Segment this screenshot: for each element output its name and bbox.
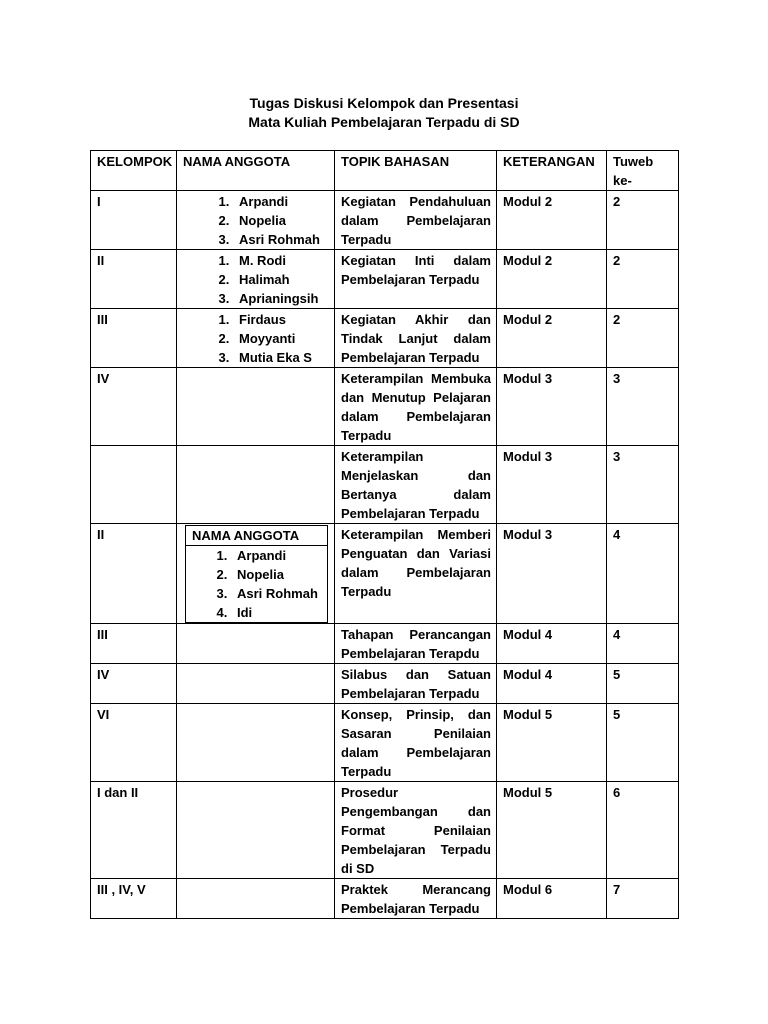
cell-kelompok: II <box>91 250 177 309</box>
cell-topik: Kegiatan Akhir dan Tindak Lanjut dalam Pembelajaran Terpadu <box>335 309 497 368</box>
cell-tuweb: 4 <box>607 624 679 664</box>
cell-kelompok: III <box>91 309 177 368</box>
cell-keterangan: Modul 5 <box>497 704 607 782</box>
cell-keterangan: Modul 3 <box>497 368 607 446</box>
member-item: 3. Asri Rohmah <box>233 230 329 249</box>
cell-nama-anggota <box>177 664 335 704</box>
table-row <box>91 879 679 919</box>
table-row <box>91 191 679 250</box>
member-item: 3. Mutia Eka S <box>233 348 329 367</box>
cell-tuweb: 3 <box>607 368 679 446</box>
cell-keterangan: Modul 3 <box>497 524 607 624</box>
cell-nama-anggota <box>177 704 335 782</box>
member-item: 2. Moyyanti <box>233 329 329 348</box>
cell-nama-anggota <box>177 368 335 446</box>
cell-nama-anggota <box>177 309 335 368</box>
cell-kelompok <box>91 446 177 524</box>
cell-nama-anggota <box>177 782 335 879</box>
member-list <box>186 546 327 622</box>
table-row <box>91 664 679 704</box>
cell-kelompok: III <box>91 624 177 664</box>
cell-tuweb: 6 <box>607 782 679 879</box>
cell-topik: Kegiatan Pendahuluan dalam Pembelajaran Terpadu <box>335 191 497 250</box>
cell-topik: Keterampilan Memberi Penguatan dan Variasi dalam Pembelajaran Terpadu <box>335 524 497 624</box>
cell-topik: Kegiatan Inti dalam Pembelajaran Terpadu <box>335 250 497 309</box>
table-row <box>91 782 679 879</box>
table-row <box>91 309 679 368</box>
member-item: 2. Nopelia <box>233 211 329 230</box>
cell-tuweb: 3 <box>607 446 679 524</box>
member-item: 1. Firdaus <box>233 310 329 329</box>
cell-nama-anggota <box>177 191 335 250</box>
cell-kelompok: III , IV, V <box>91 879 177 919</box>
cell-kelompok: II <box>91 524 177 624</box>
cell-kelompok: VI <box>91 704 177 782</box>
cell-nama-anggota <box>177 250 335 309</box>
cell-keterangan: Modul 2 <box>497 250 607 309</box>
cell-nama-anggota <box>177 879 335 919</box>
cell-kelompok: IV <box>91 368 177 446</box>
member-list <box>183 251 329 308</box>
cell-tuweb: 5 <box>607 704 679 782</box>
cell-nama-anggota <box>177 524 335 624</box>
member-list <box>183 310 329 367</box>
cell-topik: Konsep, Prinsip, dan Sasaran Penilaian dalam Pembelajaran Terpadu <box>335 704 497 782</box>
col-header-kelompok: KELOMPOK <box>91 151 177 191</box>
cell-nama-anggota <box>177 446 335 524</box>
member-item: 2. Nopelia <box>231 565 327 584</box>
table-row <box>91 704 679 782</box>
cell-tuweb: 2 <box>607 309 679 368</box>
member-list <box>183 192 329 249</box>
member-item: 1. M. Rodi <box>233 251 329 270</box>
cell-topik: Keterampilan Membuka dan Menutup Pelajaran dalam Pembelajaran Terpadu <box>335 368 497 446</box>
col-header-topik-bahasan: TOPIK BAHASAN <box>335 151 497 191</box>
cell-topik: Silabus dan Satuan Pembelajaran Terpadu <box>335 664 497 704</box>
cell-topik: Praktek Merancang Pembelajaran Terpadu <box>335 879 497 919</box>
cell-kelompok: IV <box>91 664 177 704</box>
cell-keterangan: Modul 4 <box>497 664 607 704</box>
cell-keterangan: Modul 5 <box>497 782 607 879</box>
col-header-nama-anggota: NAMA ANGGOTA <box>177 151 335 191</box>
cell-nama-anggota <box>177 624 335 664</box>
member-subtable <box>185 525 328 623</box>
member-subtable-header: NAMA ANGGOTA <box>186 526 327 546</box>
table-row <box>91 368 679 446</box>
table-header-row <box>91 151 679 191</box>
cell-topik: Tahapan Perancangan Pembelajaran Terapdu <box>335 624 497 664</box>
cell-kelompok: I dan II <box>91 782 177 879</box>
cell-keterangan: Modul 4 <box>497 624 607 664</box>
cell-tuweb: 2 <box>607 191 679 250</box>
table-row <box>91 524 679 624</box>
cell-kelompok: I <box>91 191 177 250</box>
cell-tuweb: 7 <box>607 879 679 919</box>
cell-keterangan: Modul 2 <box>497 309 607 368</box>
cell-keterangan: Modul 3 <box>497 446 607 524</box>
member-item: 1. Arpandi <box>231 546 327 565</box>
cell-keterangan: Modul 6 <box>497 879 607 919</box>
cell-topik: Prosedur Pengembangan dan Format Penilaian Pembelajaran Terpadu di SD <box>335 782 497 879</box>
table-row <box>91 250 679 309</box>
document-header <box>0 94 768 132</box>
member-item: 2. Halimah <box>233 270 329 289</box>
document-title: Tugas Diskusi Kelompok dan Presentasi <box>249 95 519 111</box>
cell-tuweb: 2 <box>607 250 679 309</box>
member-item: 3. Asri Rohmah <box>231 584 327 603</box>
cell-topik: Keterampilan Menjelaskan dan Bertanya dalam Pembelajaran Terpadu <box>335 446 497 524</box>
member-item: 1. Arpandi <box>233 192 329 211</box>
table-row <box>91 624 679 664</box>
member-item: 4. Idi <box>231 603 327 622</box>
cell-tuweb: 5 <box>607 664 679 704</box>
document-subtitle: Mata Kuliah Pembelajaran Terpadu di SD <box>248 114 520 130</box>
cell-tuweb: 4 <box>607 524 679 624</box>
col-header-tuweb: Tuweb ke- <box>607 151 679 191</box>
table-row <box>91 446 679 524</box>
cell-keterangan: Modul 2 <box>497 191 607 250</box>
col-header-keterangan: KETERANGAN <box>497 151 607 191</box>
member-item: 3. Aprianingsih <box>233 289 329 308</box>
schedule-table <box>90 150 679 919</box>
